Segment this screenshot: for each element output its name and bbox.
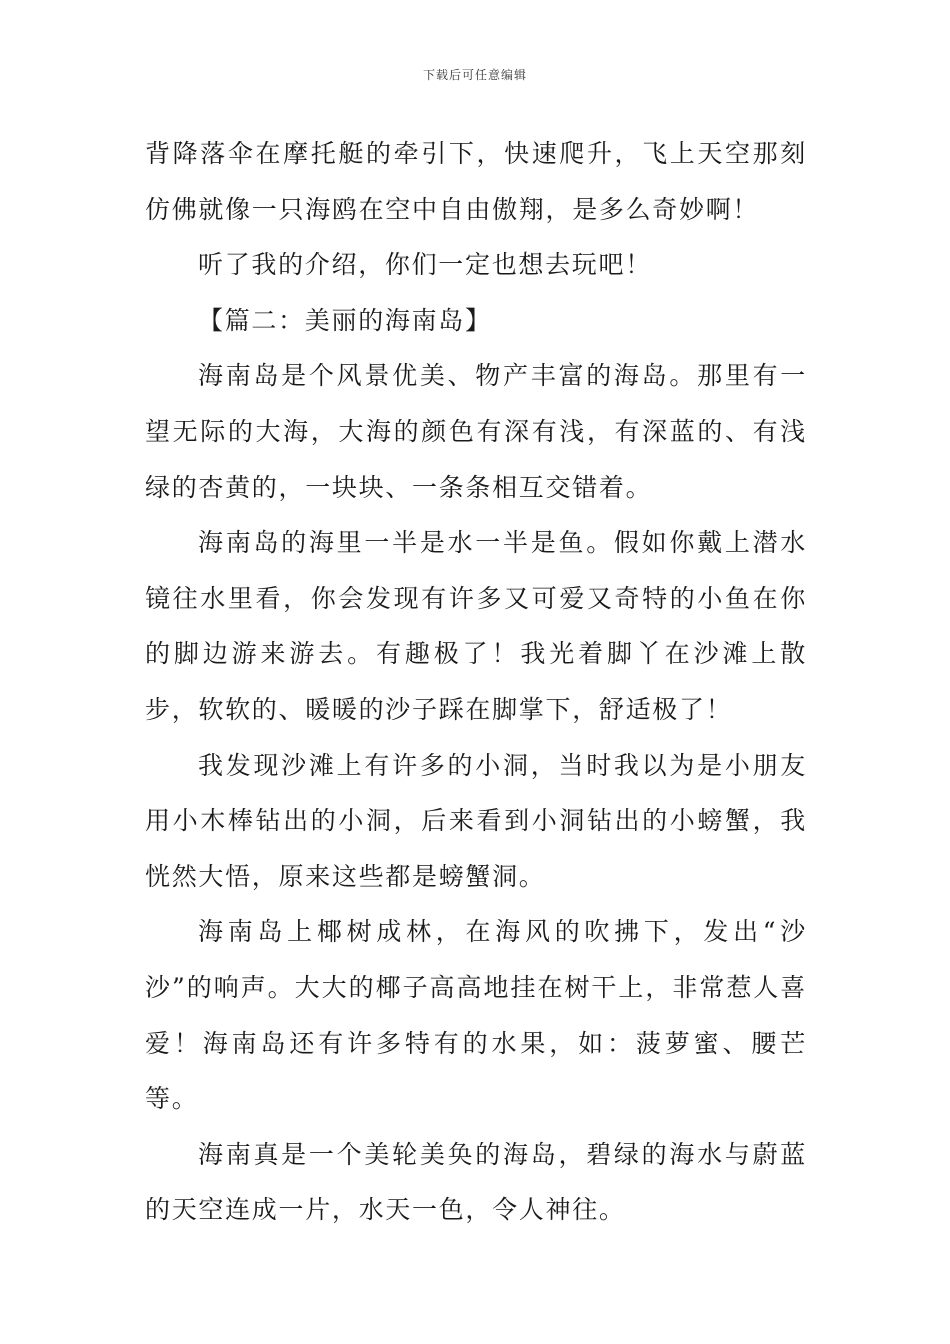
- paragraph-crab-holes: 我发现沙滩上有许多的小洞，当时我以为是小朋友用小木棒钻出的小洞，后来看到小洞钻出的小螃蟹，我恍然大悟，原来这些都是螃蟹洞。: [145, 750, 807, 891]
- paragraph-coconut: 海南岛上椰树成林，在海风的吹拂下，发出“沙沙”的响声。大大的椰子高高地挂在树干上，非常惹人喜爱！海南岛还有许多特有的水果，如：菠萝蜜、腰芒等。: [145, 917, 807, 1114]
- paragraph-sea: 海南岛是个风景优美、物产丰富的海岛。那里有一望无际的大海，大海的颜色有深有浅，有深蓝的、有浅绿的杏黄的，一块块、一条条相互交错着。: [145, 361, 807, 502]
- paragraph-continued: 背降落伞在摩托艇的牵引下，快速爬升，飞上天空那刻仿佛就像一只海鸥在空中自由傲翔，是多么奇妙啊！: [145, 139, 807, 224]
- paragraph-fish: 海南岛的海里一半是水一半是鱼。假如你戴上潜水镜往水里看，你会发现有许多又可爱又奇特的小鱼在你的脚边游来游去。有趣极了！我光着脚丫在沙滩上散步，软软的、暖暖的沙子踩在脚掌下，舒适极了！: [145, 528, 807, 724]
- paragraph-invitation: 听了我的介绍，你们一定也想去玩吧！: [198, 250, 652, 280]
- section-heading: 【篇二：美丽的海南岛】: [198, 305, 492, 335]
- document-body: [145, 126, 807, 1238]
- page-header-note: 下载后可任意编辑: [422, 68, 527, 82]
- paragraph-conclusion: 海南真是一个美轮美奂的海岛，碧绿的海水与蔚蓝的天空连成一片，水天一色，令人神往。: [145, 1139, 807, 1225]
